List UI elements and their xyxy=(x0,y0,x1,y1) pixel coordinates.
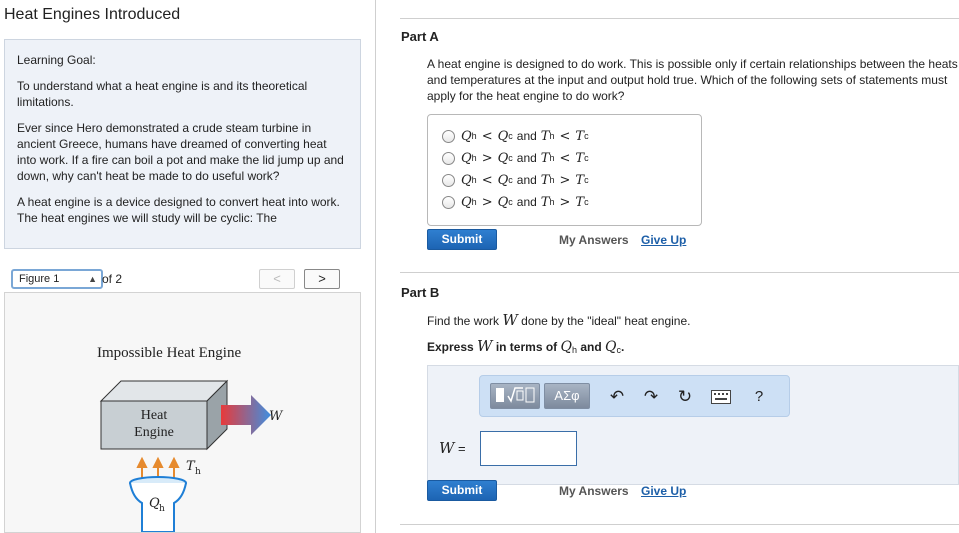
answer-area xyxy=(427,365,959,485)
part-a-give-up-link[interactable]: Give Up xyxy=(641,233,687,247)
part-b-submit-button[interactable]: Submit xyxy=(427,480,497,501)
part-b-give-up-link[interactable]: Give Up xyxy=(641,484,687,498)
part-a-choices xyxy=(427,114,702,226)
engine-box-top xyxy=(101,381,227,401)
page-title: Heat Engines Introduced xyxy=(4,6,181,23)
learning-goal-heading: Learning Goal: xyxy=(17,53,96,67)
qh-sub: h xyxy=(159,504,165,514)
updown-icon: ▲ xyxy=(88,274,97,284)
reset-icon[interactable]: ↻ xyxy=(677,387,693,406)
definition-paragraph: A heat engine is a device designed to convert heat into work. The heat engines we will study will be cyclic: The xyxy=(17,195,340,225)
part-b-my-answers-link[interactable]: My Answers xyxy=(559,484,629,498)
choice-3[interactable]: Q h < Q c and T h > T c xyxy=(428,169,701,191)
figure-panel xyxy=(4,292,361,533)
figure-navigation xyxy=(4,266,361,292)
choice-4[interactable]: Q h > Q c and T h > T c xyxy=(428,191,701,213)
scroll-fade xyxy=(5,236,360,248)
figure-title: Impossible Heat Engine xyxy=(97,345,242,361)
math-toolbar xyxy=(479,375,790,417)
part-b-divider xyxy=(400,272,959,273)
heat-engine-diagram xyxy=(5,293,360,532)
previous-figure-button[interactable]: < xyxy=(259,269,295,289)
part-b-question: Find the work W done by the "ideal" heat engine. xyxy=(427,311,691,329)
choice-2[interactable]: Q h > Q c and T h < T c xyxy=(428,147,701,169)
figure-count: of 2 xyxy=(102,272,123,286)
intro-paragraph: Ever since Hero demonstrated a crude steam turbine in ancient Greece, humans have dreamed of converting heat into work. If a fire can boil a pot and make the lid jump up and down, why can't heat be made to do useful work? xyxy=(17,121,344,183)
part-a-my-answers-link[interactable]: My Answers xyxy=(559,233,629,247)
bottom-divider xyxy=(400,524,959,525)
figure-selector-value: Figure 1 xyxy=(19,273,60,285)
radio-button[interactable] xyxy=(442,174,455,187)
redo-icon[interactable]: ↷ xyxy=(643,387,659,406)
choice-1[interactable]: Q h < Q c and T h < T c xyxy=(428,125,701,147)
help-icon[interactable]: ? xyxy=(754,388,764,405)
learning-goal-box[interactable] xyxy=(4,39,361,249)
box-label-heat: Heat xyxy=(140,408,168,423)
figure-selector[interactable] xyxy=(11,269,103,289)
answer-label: W = xyxy=(439,439,466,457)
th-sub: h xyxy=(195,467,201,477)
part-b-label[interactable]: Part B xyxy=(401,285,440,300)
qh-label: Q xyxy=(149,496,160,511)
box-label-engine: Engine xyxy=(134,425,174,440)
answer-input[interactable] xyxy=(480,431,577,466)
templates-icon xyxy=(492,384,538,406)
radio-button[interactable] xyxy=(442,196,455,209)
panel-divider xyxy=(375,0,376,533)
undo-icon[interactable]: ↶ xyxy=(609,387,625,406)
th-label: T xyxy=(186,459,195,474)
radio-button[interactable] xyxy=(442,152,455,165)
part-b-instructions: Express W in terms of $Q_h$ and $Q_c$. xyxy=(427,337,625,355)
work-label: W xyxy=(269,409,283,424)
radio-button[interactable] xyxy=(442,130,455,143)
part-a-label[interactable]: Part A xyxy=(401,29,439,44)
work-output-arrow xyxy=(221,395,271,435)
symbols-button[interactable]: ΑΣφ xyxy=(544,383,590,409)
next-figure-button[interactable]: > xyxy=(304,269,340,289)
templates-button[interactable] xyxy=(490,383,540,409)
learning-goal-text: To understand what a heat engine is and its theoretical limitations. xyxy=(17,79,308,109)
part-a-submit-button[interactable]: Submit xyxy=(427,229,497,250)
part-a-divider xyxy=(400,18,959,19)
keyboard-icon[interactable] xyxy=(710,386,732,408)
part-a-question: A heat engine is designed to do work. This is possible only if certain relationships between the heats and temperatures at the input and output hold true. Which of the following sets of statements must apply for the heat engine to do work? xyxy=(427,57,958,103)
